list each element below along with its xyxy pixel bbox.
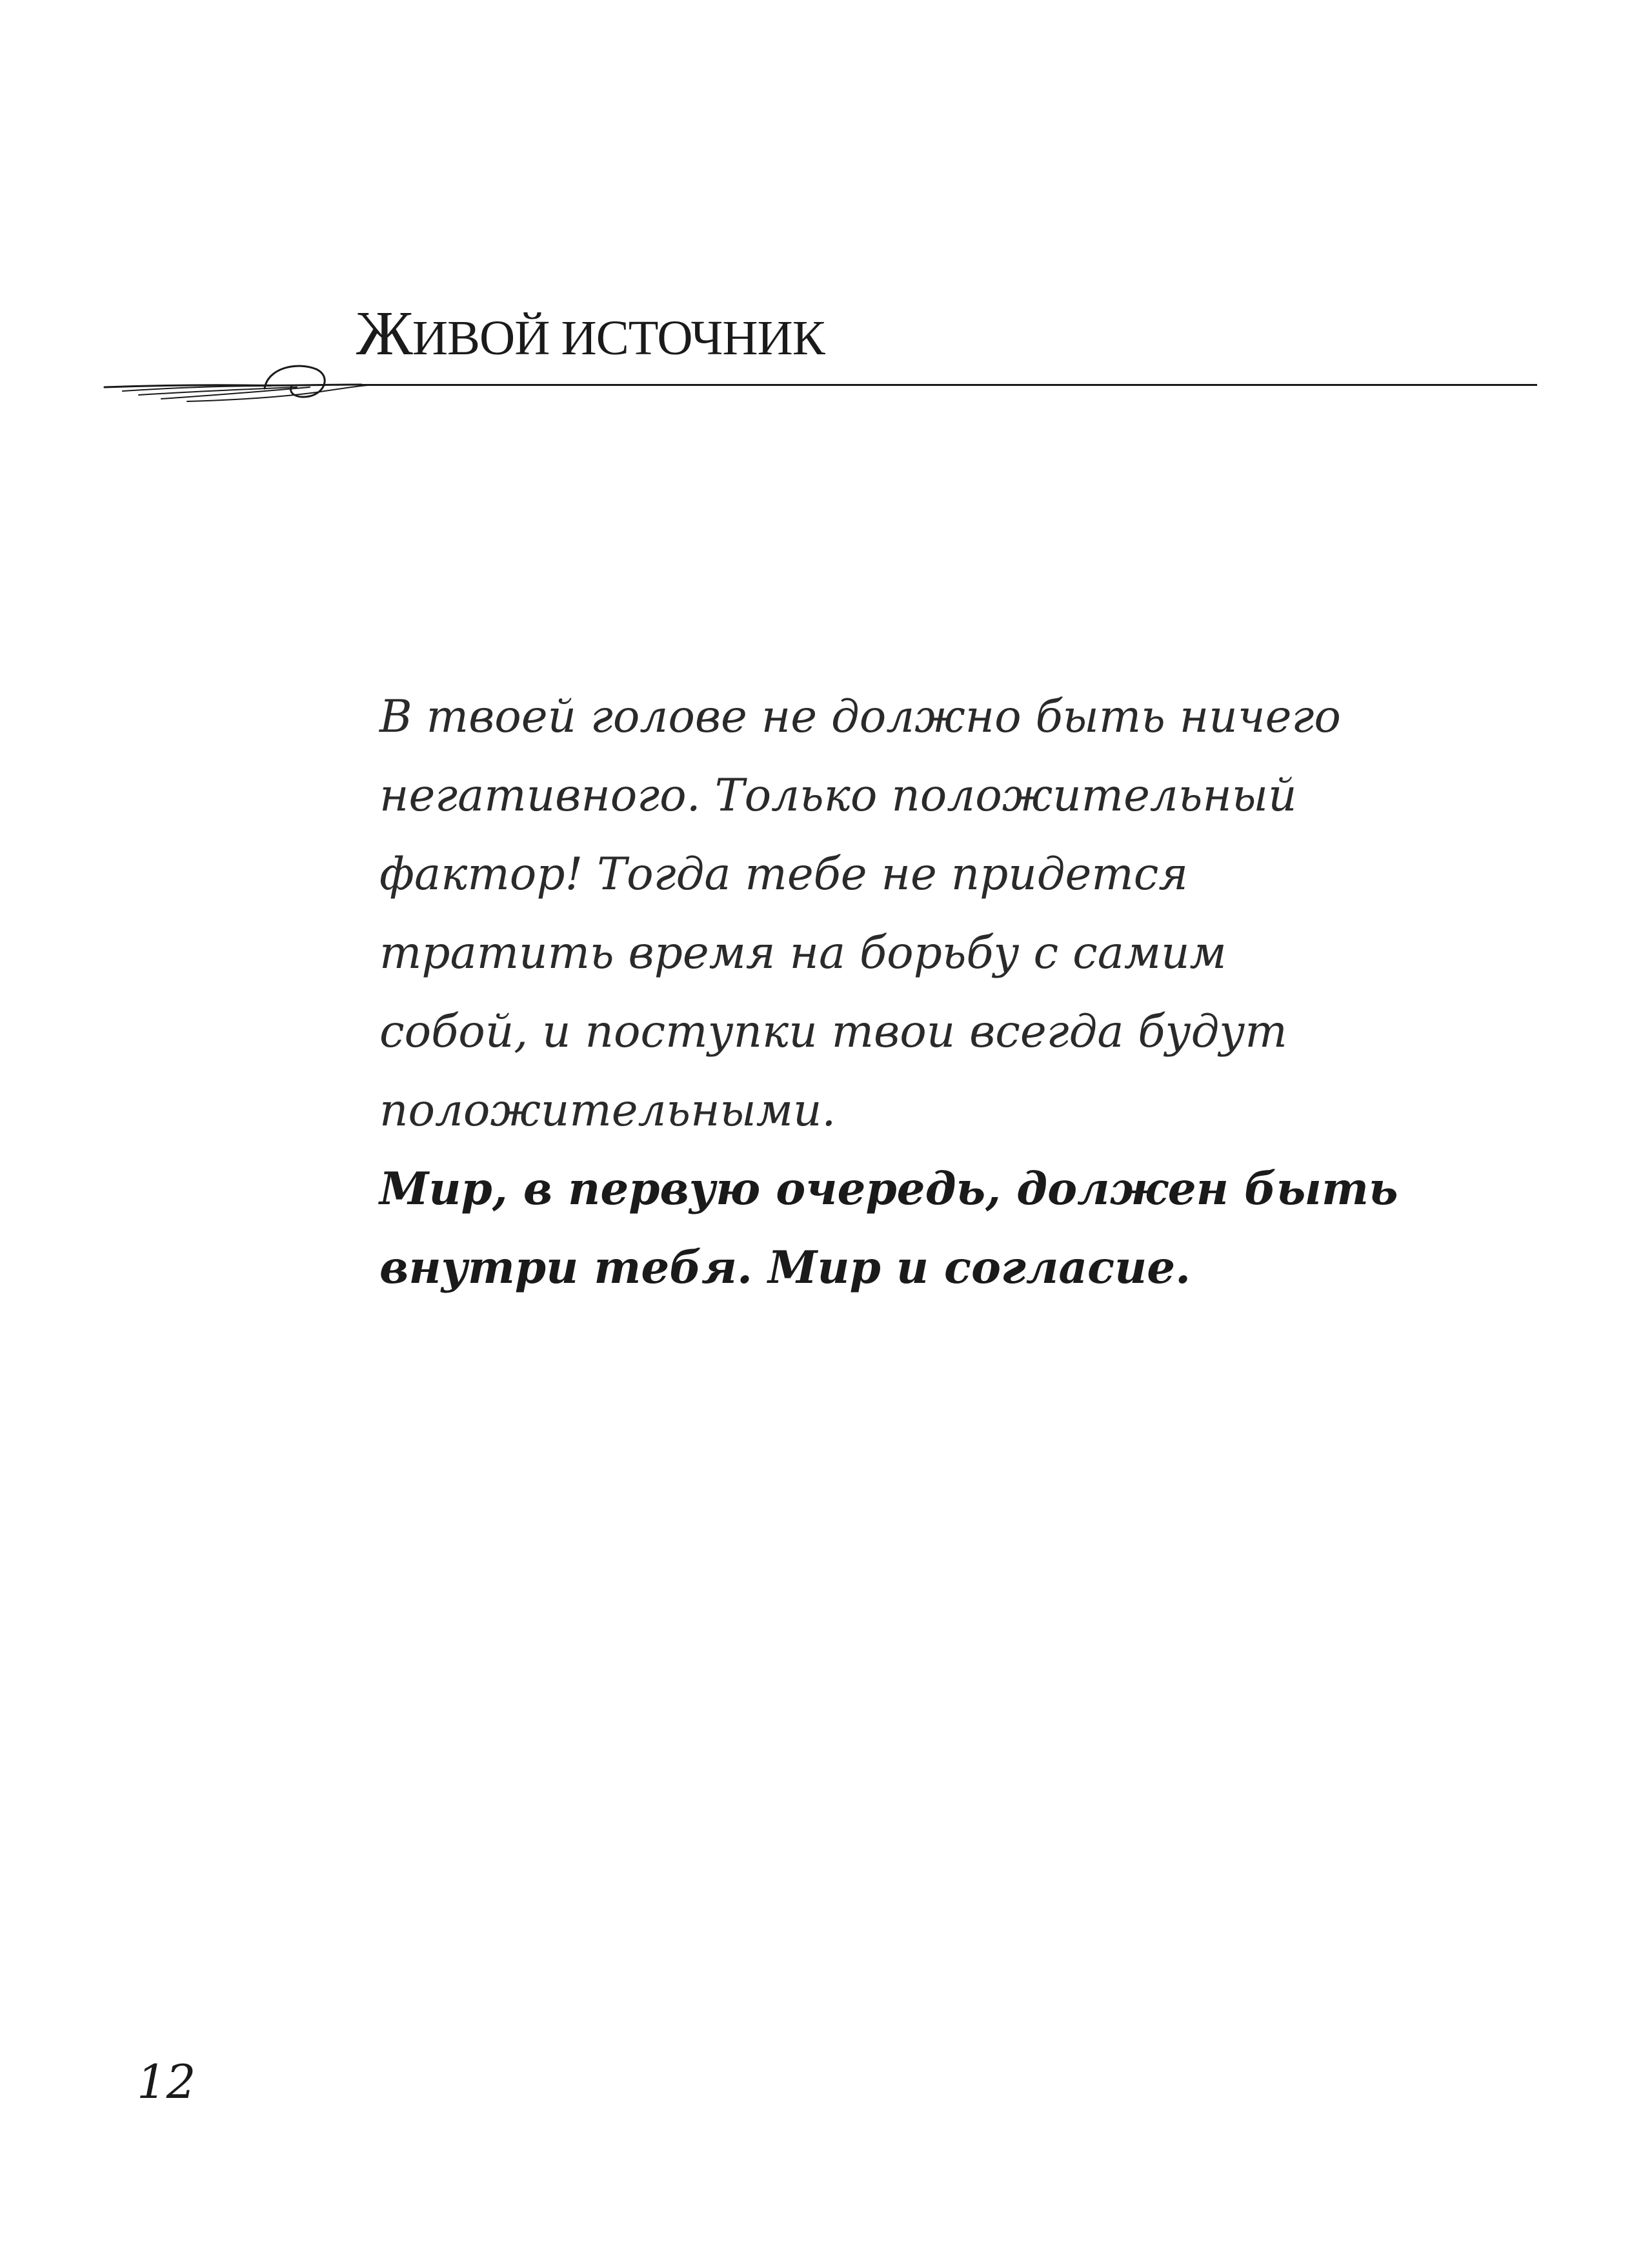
flourish-ornament-icon <box>103 348 374 413</box>
running-header <box>0 284 1652 413</box>
quote-line: В твоей голове не должно быть ничего <box>379 691 1341 743</box>
quote-line: положительными. <box>379 1085 836 1136</box>
header-title <box>356 299 825 368</box>
quote-line: негативного. Только положительный <box>379 770 1297 821</box>
quote-text <box>379 678 1398 1307</box>
quote-bold-line: внутри тебя. Мир и согласие. <box>379 1242 1191 1294</box>
quote-line: фактор! Тогда тебе не придется <box>379 849 1189 900</box>
quote-line: собой, и поступки твои всегда будут <box>379 1006 1287 1058</box>
page-number: 12 <box>137 2055 196 2109</box>
header-title-rest: ИВОЙ ИСТОЧНИК <box>412 310 825 365</box>
header-title-initial: Ж <box>356 299 412 368</box>
header-rule <box>361 384 1537 386</box>
quote-bold-line: Мир, в первую очередь, должен быть <box>379 1163 1398 1215</box>
quote-line: тратить время на борьбу с самим <box>379 927 1227 979</box>
